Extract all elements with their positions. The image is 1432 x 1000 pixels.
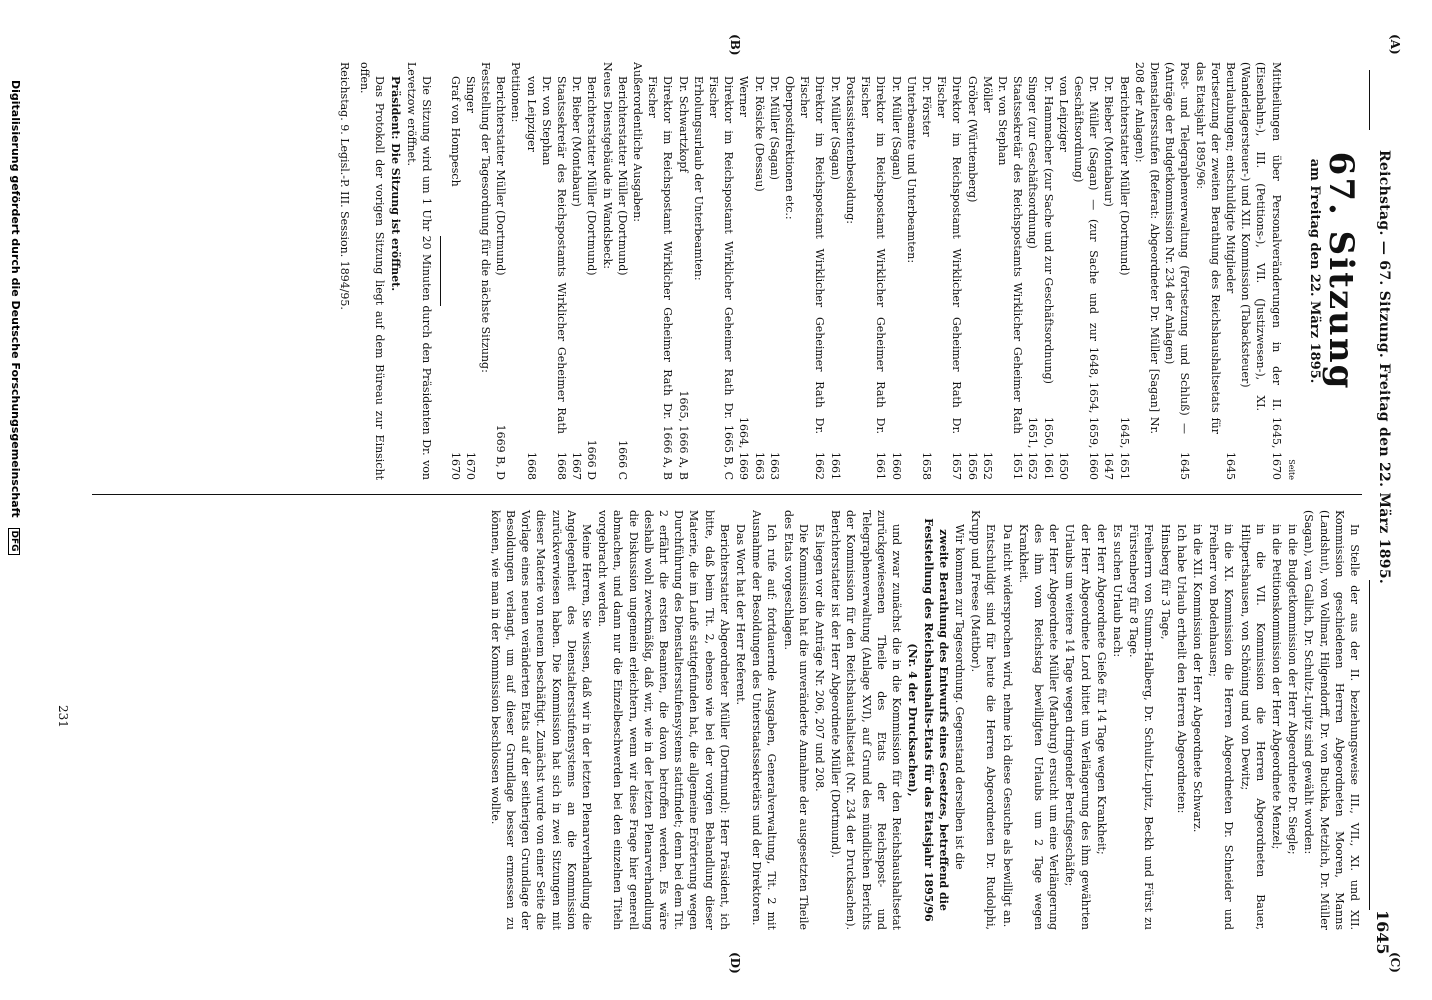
toc-entry bbox=[1132, 62, 1162, 480]
session-title: 67. Sitzung bbox=[1321, 151, 1361, 391]
toc-entry-page: 1666 D bbox=[585, 439, 599, 480]
toc-entry-page: 1667 bbox=[570, 452, 584, 480]
toc-entry-page: 1645, 1670 bbox=[1269, 417, 1283, 480]
session-date: am Freitag den 22. März 1895. bbox=[1307, 158, 1322, 384]
toc-entry bbox=[675, 62, 690, 480]
toc-entry-text: Oberpostdirektionen etc.: bbox=[783, 76, 797, 220]
toc-entry-text: Neues Dienstgebäude in Wandsbeck: bbox=[600, 62, 614, 270]
toc-entry bbox=[599, 62, 614, 480]
toc-entry-text: Berichterstatter Müller (Dortmund) bbox=[494, 76, 508, 276]
toc-entry bbox=[1238, 62, 1284, 480]
toc-entry bbox=[1162, 62, 1192, 480]
header-rule-right bbox=[1369, 580, 1370, 910]
toc-entry bbox=[797, 62, 827, 480]
toc-entry-page: 1656 bbox=[965, 452, 979, 480]
running-title: Reichstag. — 67. Sitzung. Freitag den 22. März 1895. bbox=[1376, 150, 1392, 585]
paragraph-23: Berichterstatter Abgeordneter Müller (Dortmund): Herr Präsident, ich bitte, daß beim Tit. 2, ebenso wie bei der vorigen Behandlung dieser Materie, die im Laufe stattgefunden hat, die allgemeine Erörterung wegen Durchführung des Dienstaltersstufensystems stattfindet; denn bei dem Tit. 2 erfährt die ersten Beamten, die davon betroffen werden. Es wäre deshalb wohl zweckmäßig, daß wir, wie in der letzten Plenarverhandlung die Diskussion ungemein erleichtern, wenn wir diese Frage hier generell abmachen, und dann nur die Einzelbeschwerden bei den einzelnen Titeln vorgebracht werden. bbox=[596, 510, 731, 930]
toc-entry-page: 1648, 1654, 1659, 1660 bbox=[1087, 347, 1101, 480]
paragraph-18: und zwar zunächst die in die Kommission für den Reichshaushaltsetat zurückgewiesenen Theile des Etats der Reichspost- und Telegraphenverwaltung (Anlage XVI), auf Grund des mündlichen Berichts der Kommission für den Reichshaushaltsetat (Nr. 234 der Drucksachen). Berichterstatter ist der Herr Abgeordnete Müller (Dortmund). bbox=[829, 510, 904, 930]
toc-entry-text: Dr. Bieber (Montabaur) bbox=[570, 76, 584, 207]
paragraph-20: Die Kommission hat die unveränderte Annahme der ausgesetzten Theile des Etats vorgeschlagen. bbox=[781, 510, 810, 930]
toc-entry-text: Mittheilungen über Personalveränderungen in der II. (Eisenbahn-), III. (Petitions-), VII. (Justizwesen-), XI. (Wanderlagersteuer-) und XII. Kommission (Tabacksteuer) bbox=[1239, 62, 1283, 412]
toc-entry-text: Staatssekretär des Reichspostamts Wirklicher Geheimer Rath Dr. von Stephan bbox=[539, 76, 569, 434]
toc-entry-text: Direktor im Reichspostamt Wirklicher Geheimer Rath Dr. Fischer bbox=[935, 76, 964, 434]
toc-entry-page: 1669 B, D bbox=[494, 424, 508, 480]
toc-entry-text: Singer (zur Geschäftsordnung) bbox=[1026, 76, 1040, 249]
toc-entry-text: Direktor im Reichspostamt Wirklicher Geheimer Rath Dr. Fischer bbox=[707, 76, 736, 420]
paragraph-2: in die Budgetkommission der Herr Abgeordnete Dr. Siegle; bbox=[1286, 524, 1300, 855]
toc-entry-text: Dr. Hammacher (zur Sache und zur Geschäftsordnung) bbox=[1041, 76, 1055, 384]
toc-entry-text: Graf von Hompesch bbox=[448, 76, 462, 187]
toc-entry-text: Berichterstatter Müller (Dortmund) bbox=[585, 76, 599, 276]
toc-entry-text: Dr. Bieber (Montabaur) bbox=[1102, 76, 1116, 207]
toc-entry-text: Feststellung der Tagesordnung für die nächste Sitzung: bbox=[479, 62, 493, 373]
toc-entry-page: 1650 bbox=[1056, 452, 1070, 480]
toc-entry-text: Singer bbox=[463, 76, 477, 113]
toc-entry bbox=[919, 62, 934, 480]
toc-entry-text: von Leipziger bbox=[524, 76, 538, 152]
paragraph-7: Ich habe Urlaub ertheilt den Herren Abgeordneten: bbox=[1174, 524, 1188, 814]
toc-entry bbox=[736, 62, 751, 480]
toc-entry bbox=[447, 62, 462, 480]
toc-entry-text: Dr. Schwartzkopf bbox=[676, 76, 690, 173]
toc-entry-text: Postassistentenbesoldung: bbox=[843, 76, 857, 224]
protocol-paragraph: Das Protokoll der vorigen Sitzung liegt auf dem Büreau zur Einsicht offen. bbox=[357, 62, 386, 480]
toc-entry-text: Unterbeamte und Unterbeamten: bbox=[904, 76, 918, 264]
toc-entry-page: 1652 bbox=[980, 452, 994, 480]
toc-entry-page: 1665 B, C bbox=[722, 425, 736, 480]
toc-entry-text: Petitionen: bbox=[509, 62, 523, 123]
toc-entry bbox=[1101, 62, 1116, 480]
toc-entry bbox=[615, 62, 630, 480]
toc-entry-text: Erholungsurlaub der Unterbeamten: bbox=[691, 76, 705, 281]
left-column bbox=[336, 62, 1362, 480]
margin-marker-a: (A) bbox=[1388, 34, 1402, 55]
toc-entry-text: Dienstaltersstufen (Referat: Abgeordneter Dr. Müller [Sagan] Nr. 208 der Anlagen): bbox=[1132, 62, 1161, 434]
toc-entry-page: 1663 bbox=[767, 452, 781, 480]
paragraph-15: Entschuldigt sind für heute die Herren Abgeordneten Dr. Rudolphi, Krupp und Freese (Mattbor). bbox=[969, 510, 998, 930]
toc-entry-page: 1645 bbox=[1178, 452, 1192, 480]
toc-entry-text: von Leipziger bbox=[1056, 76, 1070, 152]
page-number: 1645 bbox=[1373, 910, 1392, 955]
paragraph-19: Es liegen vor die Anträge Nr. 206, 207 und 208. bbox=[813, 524, 827, 792]
toc-entry-page: 1666 C bbox=[615, 440, 629, 480]
paragraph-5: in die XI. Kommission die Herren Abgeordneten Dr. Schneider und Freiherr von Bodenhausen; bbox=[1207, 524, 1236, 930]
toc-entry-page: 1661 bbox=[828, 452, 842, 480]
toc-entry-page: 1650, 1661 bbox=[1041, 417, 1055, 480]
toc-entry-page: 1663 bbox=[752, 452, 766, 480]
opening-paragraph: Die Sitzung wird um 1 Uhr 20 Minuten durch den Präsidenten Dr. von Levetzow eröffnet. bbox=[405, 62, 434, 480]
toc-entry bbox=[1071, 62, 1101, 480]
paragraph-16: Wir kommen zur Tagesordnung. Gegenstand derselben ist die bbox=[952, 524, 966, 870]
toc-entry bbox=[1116, 62, 1131, 480]
toc-entry bbox=[964, 62, 979, 480]
toc-entry bbox=[645, 62, 675, 480]
toc-entry bbox=[858, 62, 888, 480]
paragraph-3: in die Petitionskommission der Herr Abgeordnete Menzel; bbox=[1269, 524, 1283, 850]
header-rule-left bbox=[1369, 70, 1370, 130]
paragraph-11: der Herr Abgeordnete Gieße für 14 Tage wegen Krankheit; bbox=[1094, 524, 1108, 855]
toc-entry-text: Direktor im Reichspostamt Wirklicher Geheimer Rath Dr. Fischer bbox=[859, 76, 888, 434]
toc-entry bbox=[1040, 62, 1055, 480]
toc-entry-text: Post- und Telegraphenverwaltung (Fortsetzung und Schluß) — (Anträge der Budgetkommission Nr. 234 der Anlagen) bbox=[1163, 62, 1192, 434]
toc-entry-text: Berichterstatter Müller (Dortmund) bbox=[615, 76, 629, 276]
toc-entry-page: 1666 A, B bbox=[661, 425, 675, 480]
toc-entry-text: Dr. Müller (Sagan) bbox=[767, 76, 781, 180]
margin-marker-c: (C) bbox=[1388, 952, 1402, 973]
paragraph-8: Hinsberg für 3 Tage, bbox=[1158, 524, 1172, 640]
toc-entry-text: Direktor im Reichspostamt Wirklicher Geheimer Rath Dr. Fischer bbox=[798, 76, 827, 434]
paragraph-14: Da nicht widersprochen wird, nehme ich diese Gesuche als bewilligt an. bbox=[1000, 524, 1014, 928]
footer-source: Reichstag. 9. Legisl.-P. III. Session. 1894/95. bbox=[338, 62, 352, 310]
toc-entry bbox=[630, 62, 645, 480]
agenda-item: zweite Berathung des Entwurfs eines Gesetzes, betreffend die Feststellung des Reichshaushalts-Etats für das Etatsjahr 1895/96 (Nr. 4 der Drucksachen), bbox=[906, 518, 950, 922]
toc-entry-text: Außerordentliche Ausgaben: bbox=[631, 62, 645, 222]
paragraph-22: Das Wort hat der Herr Referent. bbox=[734, 524, 748, 706]
paragraph-21: Ich rufe auf: fortdauernde Ausgaben, Generalverwaltung, Tit. 2 mit Ausnahme der Besoldungen des Unterstaatssekretärs und der Direktoren. bbox=[750, 510, 779, 930]
paragraph-4: in die VII. Kommission die Herren Abgeordneten Bauer, Hiltpertshausen, von Schöning und von Dewitz; bbox=[1238, 524, 1267, 930]
toc-entry-text: Möller bbox=[980, 76, 994, 113]
table-of-contents bbox=[447, 62, 1283, 480]
toc-entry-text: Dr. Müller (Sagan) — (zur Sache und zur Geschäftsordnung) bbox=[1071, 76, 1101, 342]
toc-entry-text: Berichterstatter Müller (Dortmund) bbox=[1117, 76, 1131, 276]
toc-entry bbox=[706, 62, 736, 480]
toc-entry bbox=[980, 62, 995, 480]
toc-entry-text: Dr. Förster bbox=[919, 76, 933, 137]
toc-entry-page: 1651, 1652 bbox=[1026, 417, 1040, 480]
column-divider bbox=[92, 494, 1362, 495]
toc-entry bbox=[1223, 62, 1238, 480]
toc-entry-text: Direktor im Reichspostamt Wirklicher Geheimer Rath Dr. Fischer bbox=[646, 76, 675, 420]
toc-entry-page: 1657 bbox=[950, 452, 964, 480]
toc-entry-text: Staatssekretär des Reichspostamts Wirklicher Geheimer Rath Dr. von Stephan bbox=[995, 76, 1025, 434]
section-rule bbox=[440, 236, 441, 306]
toc-entry bbox=[904, 62, 919, 480]
paragraph-1: In Stelle der aus der II. beziehungsweise III., VII., XI. und XII. Kommission geschiedenen Herren Abgeordneten Mooren, Manns (Landshut), von Vollmar, Hilgendorff, Dr. von Buchka, Metzlich, Dr. Müller (Sagan), van Gallich, Dr. Schultz-Lupitz sind gewählt worden: bbox=[1302, 510, 1361, 930]
right-column bbox=[487, 510, 1362, 930]
toc-entry bbox=[508, 62, 523, 480]
toc-entry bbox=[782, 62, 797, 480]
dfg-logo: DFG bbox=[8, 528, 20, 555]
toc-entry-page: 1645, 1651 bbox=[1117, 417, 1131, 480]
digitization-credit bbox=[8, 80, 22, 555]
toc-entry-page: 1660 bbox=[889, 452, 903, 480]
paragraph-9: Freiherrn von Stumm-Halberg, Dr. Schultz-Lupitz, Beckh und Fürst zu Fürstenberg für 8 Tage. bbox=[1127, 524, 1156, 930]
toc-entry-page: 1658 bbox=[919, 452, 933, 480]
toc-entry bbox=[995, 62, 1025, 480]
toc-entry-text: Dr. Rösicke (Dessau) bbox=[752, 76, 766, 192]
toc-entry-page: 1662 bbox=[813, 452, 827, 480]
toc-entry bbox=[493, 62, 508, 480]
toc-entry bbox=[1056, 62, 1071, 480]
toc-entry-page: 1664, 1669 bbox=[737, 417, 751, 480]
toc-entry-text: Werner bbox=[737, 76, 751, 118]
seite-label: Seite bbox=[1286, 459, 1296, 480]
paragraph-13: der Herr Abgeordnete Müller (Marburg) ersucht um eine Verlängerung des ihm vom Reichstag bewilligten Urlaubs um 2 Tage wegen Krankheit. bbox=[1016, 524, 1061, 930]
toc-entry-page: 1670 bbox=[448, 452, 462, 480]
footer-page-number: 231 bbox=[56, 705, 70, 728]
paragraph-12: der Herr Abgeordnete Lord bittet um Verlängerung des ihm gewährten Urlaubs um weitere 14 Tage wegen dringender Berufsgeschäfte; bbox=[1063, 524, 1092, 930]
toc-entry-page: 1668 bbox=[555, 452, 569, 480]
toc-entry-page: 1661 bbox=[874, 452, 888, 480]
toc-entry-page: 1645 bbox=[1223, 452, 1237, 480]
toc-entry-text: Dr. Müller (Sagan) bbox=[889, 76, 903, 180]
president-statement: Präsident: Die Sitzung ist eröffnet. bbox=[389, 76, 403, 292]
toc-entry-page: 1668 bbox=[524, 452, 538, 480]
margin-marker-b: (B) bbox=[728, 34, 742, 56]
toc-entry-text: Fortsetzung der zweiten Berathung des Reichshaushaltsetats für das Etatsjahr 1895/96: bbox=[1193, 62, 1222, 434]
toc-entry bbox=[767, 62, 782, 480]
toc-entry bbox=[843, 62, 858, 480]
toc-entry-page: 1651 bbox=[1011, 452, 1025, 480]
toc-entry bbox=[478, 62, 493, 480]
toc-entry-text: Beurlaubungen; entschuldigte Mitglieder bbox=[1223, 62, 1237, 294]
toc-entry bbox=[523, 62, 538, 480]
toc-entry bbox=[1192, 62, 1222, 480]
paragraph-10: Es suchen Urlaub nach: bbox=[1110, 524, 1124, 658]
margin-marker-d: (D) bbox=[728, 952, 742, 974]
credit-text: Digitalisierung gefördert durch die Deutsche Forschungsgemeinschaft bbox=[9, 80, 22, 518]
toc-entry bbox=[934, 62, 964, 480]
toc-entry bbox=[539, 62, 569, 480]
toc-entry bbox=[569, 62, 584, 480]
paragraph-6: in die XII. Kommission der Herr Abgeordnete Schwarz. bbox=[1190, 524, 1204, 833]
toc-entry bbox=[691, 62, 706, 480]
toc-entry bbox=[751, 62, 766, 480]
toc-entry bbox=[888, 62, 903, 480]
toc-entry bbox=[828, 62, 843, 480]
toc-entry bbox=[1025, 62, 1040, 480]
toc-entry-text: Dr. Müller (Sagan) bbox=[828, 76, 842, 180]
toc-entry-page: 1670 bbox=[463, 452, 477, 480]
toc-entry bbox=[584, 62, 599, 480]
toc-entry-text: Gröber (Württemberg) bbox=[965, 76, 979, 203]
toc-entry bbox=[463, 62, 478, 480]
paragraph-24: Meine Herren, Sie wissen, daß wir in der letzten Plenarverhandlung die Angelegenheit des Dienstaltersstufensystems an die Kommission zurückverwiesen haben. Die Kommission hat sich in zwei Sitzungen mit dieser Materie von neuem beschäftigt. Zunächst wurde von einer Seite die Vorlage eines neuen veränderten Etats auf der seitherigen Grundlage der Besoldungen verlangt, um auf dieser Grundlage besser ermessen zu können, wie man in der Kommission beschlossen wollte. bbox=[488, 510, 594, 930]
toc-entry-page: 1647 bbox=[1102, 452, 1116, 480]
toc-entry-page: 1665, 1666 A, B bbox=[676, 390, 690, 480]
